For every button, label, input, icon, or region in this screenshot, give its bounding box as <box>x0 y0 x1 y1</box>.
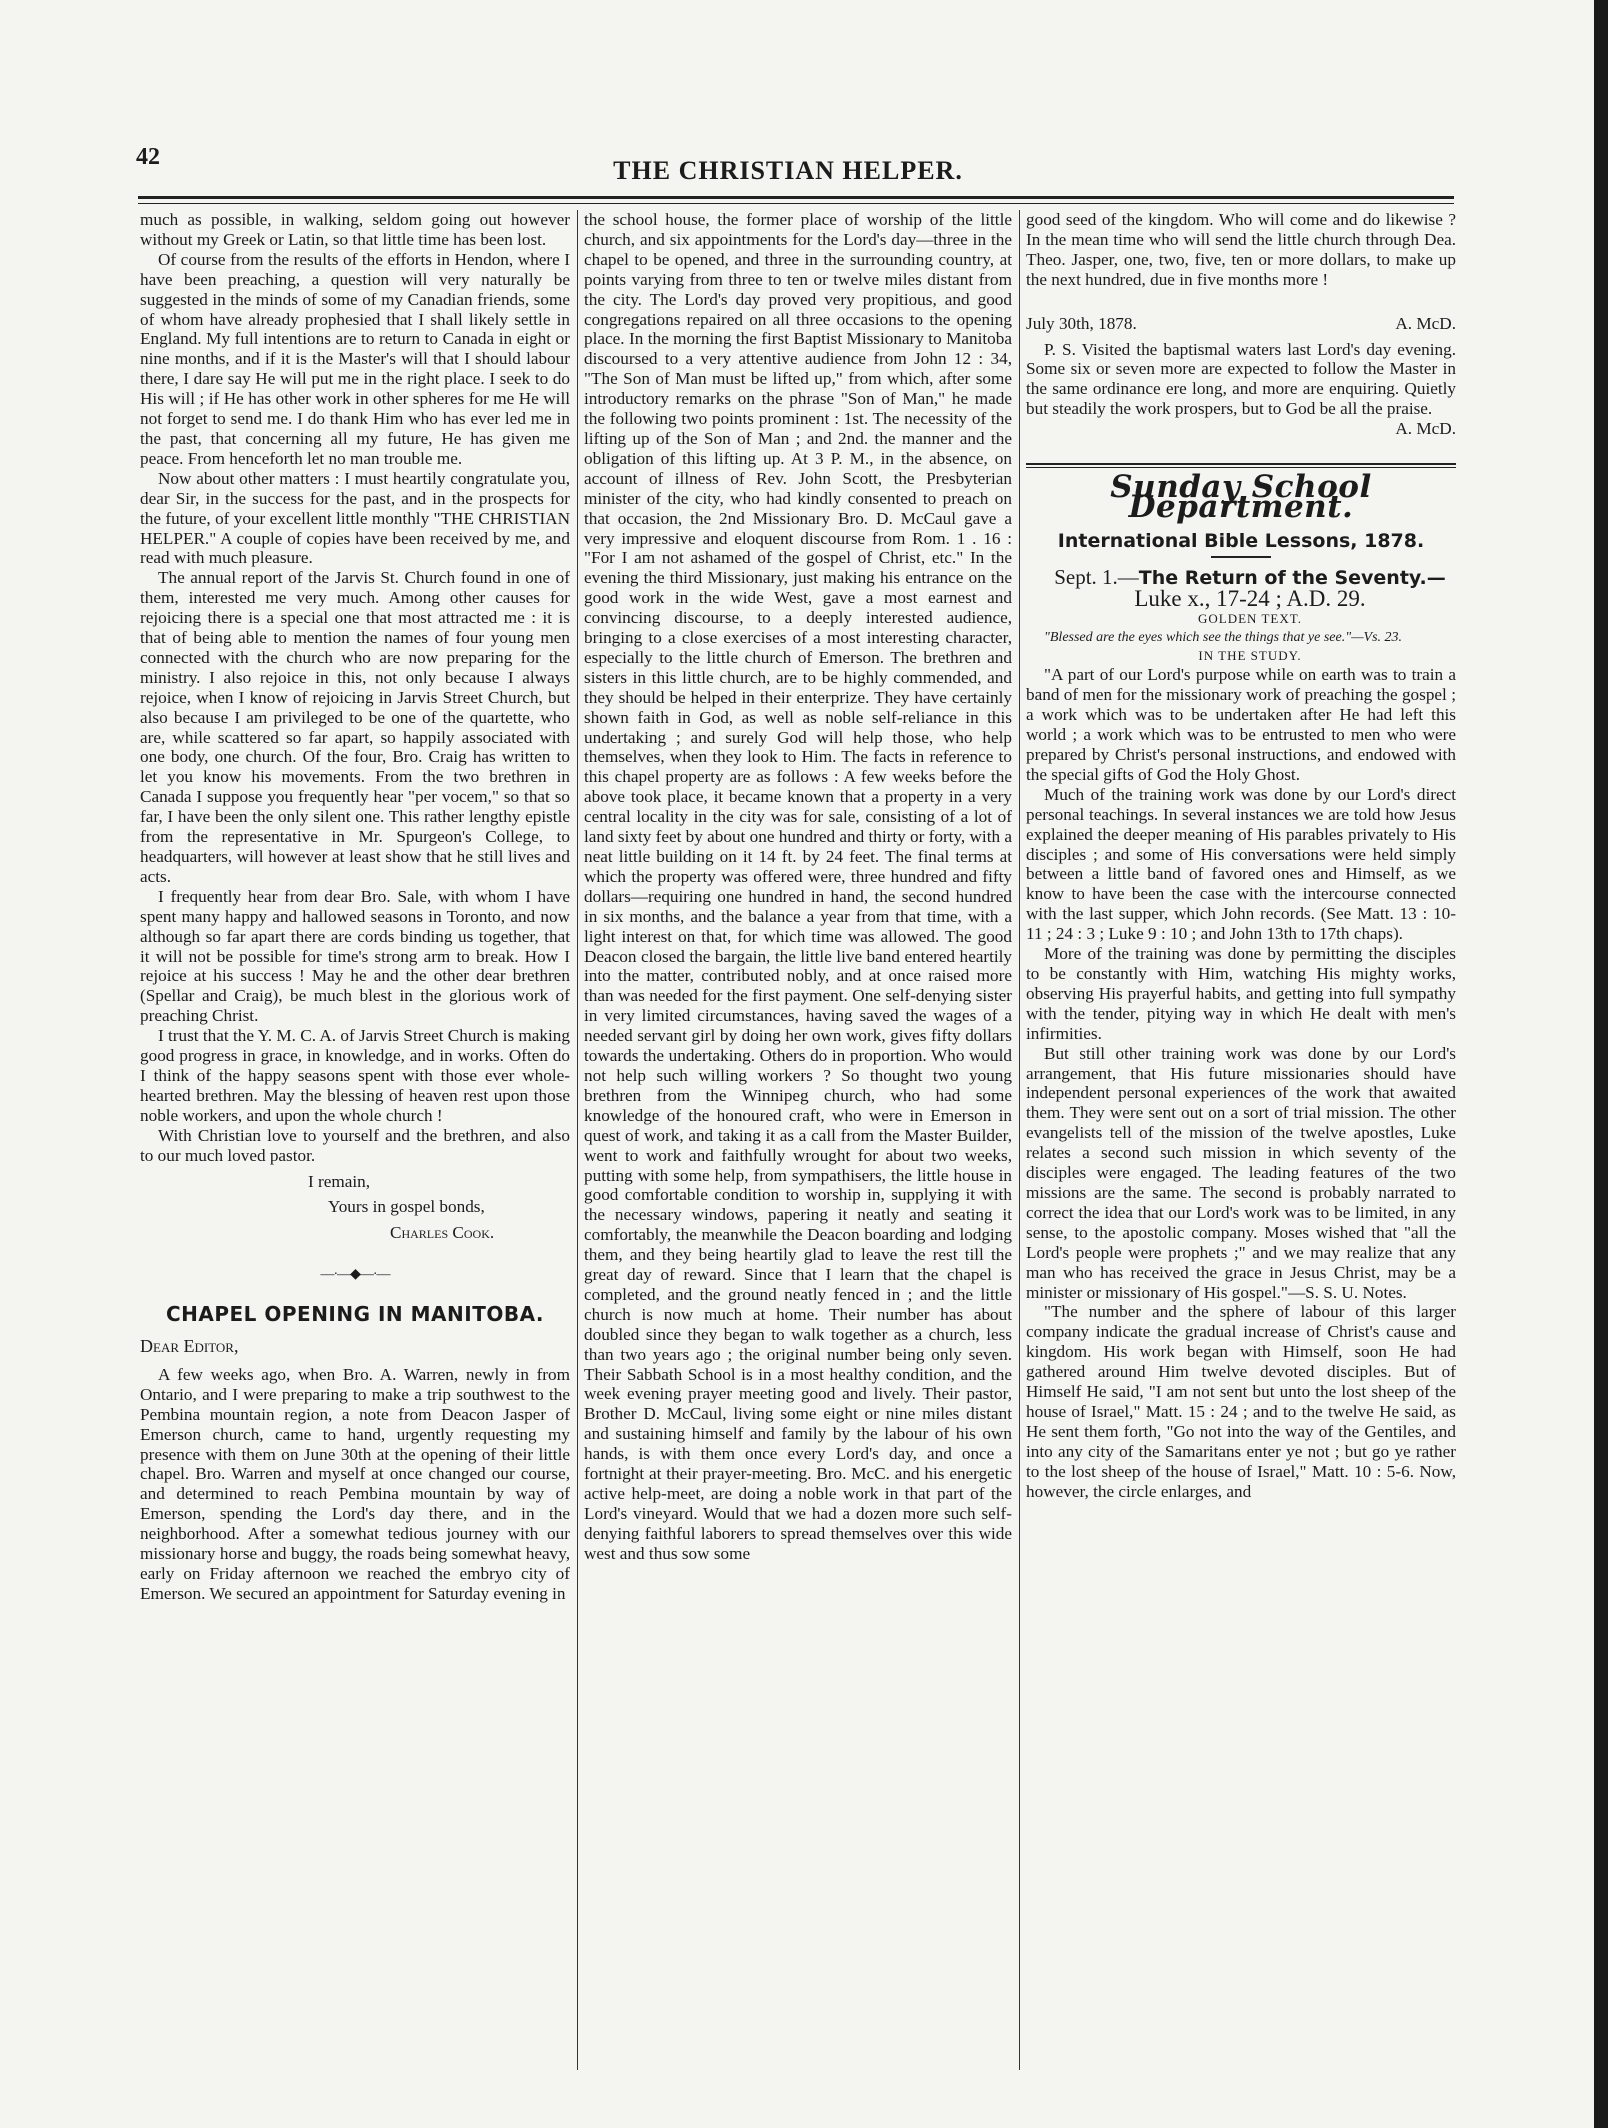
lessons-title: International Bible Lessons, 1878. <box>1057 529 1425 552</box>
paragraph: the school house, the former place of worship of the little church, and six appointments for the Lord's day—three in the chapel to be opened, and three in the surrounding country, at points varying from three to ten or twelve miles distant from the city. The Lord's day proved very propitious, and good congregations repaired on all three occasions to the opening place. In the morning the first Baptist Missionary to Manitoba discoursed to a very attentive audience from John 12 : 34, "The Son of Man must be lifted up," from which, after some introductory remarks on the phrase "Son of Man," he made the following two points prominent : 1st. The necessity of the lifting up of the Son of Man ; and 2nd. the manner and the obligation of this lifting up. At 3 P. M., in the absence, on account of illness of Rev. John Scott, the Presbyterian minister of the city, who had kindly consented to preach on that occasion, the 2nd Missionary Bro. D. McCaul gave a very impressive and eloquent discourse from Rom. 1 . 16 : "For I am not ashamed of the gospel of Christ, etc." In the evening the third Missionary, just making his entrance on the good work in the wide West, gave a most earnest and convincing discourse, to a deeply interested audience, bringing to a close exercises of a most interesting character, especially to the little church of Emerson. The brethren and sisters in this little church, are to be highly commended, and they should be helped in their enterprize. They have certainly shown faith in God, as well as noble self-reliance in this undertaking ; and surely God will help those, who help themselves, when they look to Him. The facts in reference to this chapel property are as follows : A few weeks before the above took place, it became known that a property in a very central locality in the city was for sale, consisting of a lot of land sixty feet by about one hundred and thirty or forty, with a neat little building on it 14 ft. by 24 feet. The final terms at which the property was offered were, three hundred and fifty dollars—requiring one hundred in hand, the second hundred in six months, and the balance a year from that time, with a light interest on that, for which time was allowed. The good Deacon closed the bargain, the little live band entered heartily into the matter, contributed nobly, and at once raised more than was needed for the first payment. One self-denying sister in very limited circumstances, having saved the wages of a needed servant girl by doing her own work, gives fifty dollars towards the undertaking. Others do in proportion. Who would not help such willing workers ? So thought two young brethren from the Winnipeg church, who had some knowledge of the honoured craft, who were in Emerson in quest of work, and taking it as a call from the Master Builder, went to work and faithfully wrought for about two weeks, putting with some help, from sympathisers, the little house in good comfortable condition to worship in, supplying it with the necessary windows, papering it neatly and seating it comfortably, the meanwhile the Deacon boarding and lodging them, and they being heartily glad to leave the rest till the great day of reward. Since that I learn that the chapel is completed, and the ground neatly fenced in ; and the little church is now much at home. Their number has about doubled since they began to walk together as a church, less than two years ago ; the original number being only seven. Their Sabbath School is in a most healthy condition, and the week evening prayer meeting good and lively. Their pastor, Brother D. McCaul, living some eight or nine miles distant and sustaining himself and family by the labour of his own hands, is with them once every Lord's day, and once a fortnight at their prayer-meeting. Bro. McC. and his energetic active help-meet, are doing a noble work in that part of the Lord's vineyard. Would that we had a dozen more such self-denying faithful laborers to spread themselves over this wide west and thus sow some <box>584 210 1012 1563</box>
paragraph: Of course from the results of the efforts in Hendon, where I have been preaching, a question will very naturally be suggested in the minds of some of my Canadian friends, some of whom have already prophesied that I shall likely settle in England. My full intentions are to return to Canada in eight or nine months, and if it is the Master's will that I should labour there, I dare say He will put me in the right place. I seek to do His will ; if He has other work in other spheres for me He will not forget to send me. I do thank Him who has ever led me in the past, that concerning all my future, He has given me peace. From henceforth let no man trouble me. <box>140 249 570 468</box>
salutation: Dear Editor, <box>140 1336 239 1357</box>
running-title: THE CHRISTIAN HELPER. <box>613 156 963 185</box>
paragraph: I frequently hear from dear Bro. Sale, with whom I have spent many happy and hallowed seasons in Toronto, and now although so far apart there are cords binding us together, that it will not be possible for time's strong arm to break. How I rejoice at his success ! May he and the other dear brethren (Spellar and Craig), be much blest in the glorious work of preaching Christ. <box>140 886 570 1026</box>
page-number: 42 <box>136 144 160 170</box>
golden-text: "Blessed are the eyes which see the things that ye see."—Vs. 23. <box>1044 629 1403 645</box>
paragraph: The annual report of the Jarvis St. Church found in one of them, interested me very much. Among other causes for rejoicing there is a special one that most attracted me : it is that of being able to mention the names of four young men connected with the church who are now preparing for the ministry. I also rejoice in this, not only because I always rejoice, when I know of rejoicing in Jarvis Street Church, but also because I am privileged to be one of the quartette, who are, while scattered so far apart, so happily associated with one body, one church. Of the four, Bro. Craig has written to let you know his movements. From the two brethren in Canada I suppose you frequently hear "per vocem," so that so far, I have been the only silent one. This rather lengthy epistle from the representative in Mr. Spurgeon's College, to headquarters, will however at least show that he still lives and acts. <box>140 568 570 886</box>
paragraph: More of the training was done by permitting the disciples to be constantly with Him, watching His mighty works, observing His prayerful habits, and getting into full sympathy with the tender, pitying way in which He dealt with men's infirmities. <box>1026 944 1456 1043</box>
section-rule <box>1026 463 1456 465</box>
header-rule <box>138 196 1454 199</box>
letter-signature: A. McD. <box>1395 313 1456 333</box>
lesson-reference: Luke x., 17-24 ; A.D. 29. <box>1134 585 1366 611</box>
paragraph: But still other training work was done by our Lord's arrangement, that His future missionaries should have independent personal experiences of the work that awaited them. They were sent out on a sort of trial mission. The other evangelists tell of the mission of the twelve apostles, Luke relates a second such mission in which seventy of the disciples were engaged. The leading features of the two missions are the same. The second is probably narrated to correct the idea that our Lord's work was to be limited, in any sense, to the apostolic company. Moses wished that "all the Lord's people were prophets ;" and we may realize that any man who has received the grace in Jesus Christ, may be a minister or missionary of His gospel."—S. S. U. Notes. <box>1026 1043 1456 1302</box>
scan-edge <box>1594 0 1608 2128</box>
paragraph: With Christian love to yourself and the brethren, and also to our much loved pastor. <box>140 1125 570 1165</box>
closing-line: I remain, <box>308 1171 371 1191</box>
column-2 <box>584 210 1012 1564</box>
study-heading: IN THE STUDY. <box>1198 647 1302 663</box>
paragraph: "The number and the sphere of labour of this larger company indicate the gradual increase of Christ's cause and kingdom. His work began with Himself, soon He had gathered around Him twelve devoted disciples. But of Himself He said, "I am not sent but unto the lost sheep of the house of Israel," Matt. 15 : 24 ; and to the twelve He said, as He sent them forth, "Go not into the way of the Gentiles, and into any city of the Samaritans enter ye not ; but go ye rather to the lost sheep of the house of Israel," Matt. 10 : 5-6. Now, however, the circle enlarges, and <box>1026 1302 1456 1501</box>
column-divider <box>1019 210 1020 2070</box>
article-title: CHAPEL OPENING IN MANITOBA. <box>165 1302 545 1327</box>
letter-signature: Charles Cook. <box>390 1223 495 1243</box>
header-rule-thin <box>138 203 1454 204</box>
paragraph: "A part of our Lord's purpose while on earth was to train a band of men for the missionary work of preaching the gospel ; a work which was to be undertaken after He had left this world ; a work which was to be entrusted to men who were prepared by Christ's personal instructions, and endowed with the special gifts of God the Holy Ghost. <box>1026 665 1456 784</box>
column-divider <box>577 210 578 2070</box>
postscript-signature: A. McD. <box>1395 419 1456 439</box>
section-rule-thin <box>1026 467 1456 468</box>
paragraph: good seed of the kingdom. Who will come and do likewise ? In the mean time who will send the little church through Dea. Theo. Jasper, one, two, five, ten or more dollars, to make up the next hundred, due in five months more ! <box>1026 210 1456 289</box>
newspaper-page <box>118 0 1458 2128</box>
closing-line: Yours in gospel bonds, <box>328 1197 485 1217</box>
golden-text-heading: GOLDEN TEXT. <box>1198 610 1302 626</box>
paragraph: A few weeks ago, when Bro. A. Warren, newly in from Ontario, and I were preparing to make a trip southwest to the Pembina mountain region, a note from Deacon Jasper of Emerson church, came to hand, urgently requesting my presence with them on June 30th at the opening of their little chapel. Bro. Warren and myself at once changed our course, and determined to reach Pembina mountain by way of Emerson, spending the Lord's day there, and in the neighborhood. After a somewhat tedious journey with our missionary horse and buggy, the roads being somewhat heavy, early on Friday afternoon we reached the embryo city of Emerson. We secured an appointment for Saturday evening in <box>140 1364 570 1603</box>
ornament-divider: —·—◆—·— <box>320 1267 390 1283</box>
lesson-date: Sept. 1.— <box>1054 564 1139 589</box>
column-3 <box>1026 210 1456 1501</box>
postscript: P. S. Visited the baptismal waters last Lord's day evening. Some six or seven more are expected to follow the Master in the same ordinance ere long, and more are enquiring. Quietly but steadily the work prospers, but to God be all the praise. <box>1026 339 1456 419</box>
date-signature-line <box>1026 314 1456 334</box>
paragraph: I trust that the Y. M. C. A. of Jarvis Street Church is making good progress in grace, in knowledge, and in works. Often do I think of the happy seasons spent with those ever whole-hearted brethren. May the blessing of heaven rest upon those noble workers, and upon the whole church ! <box>140 1026 570 1125</box>
department-title: Sunday School Department. <box>1110 469 1372 525</box>
paragraph: much as possible, in walking, seldom going out however without my Greek or Latin, so that little time has been lost. <box>140 210 570 249</box>
letter-date: July 30th, 1878. <box>1026 313 1137 333</box>
column-1 <box>140 210 570 1604</box>
lesson-title: The Return of the Seventy.— <box>1138 566 1446 589</box>
paragraph: Now about other matters : I must heartily congratulate you, dear Sir, in the success for the past, and in the prospects for the future, of your excellent little monthly "THE CHRISTIAN HELPER." A couple of copies have been received by me, and read with much pleasure. <box>140 468 570 568</box>
short-rule <box>1211 556 1271 558</box>
paragraph: Much of the training work was done by our Lord's direct personal teachings. In several instances we are told how Jesus explained the deeper meaning of His parables privately to His disciples ; and some of His conversations were held simply between a little band of favored ones and Himself, as we know to have been the case with the intercourse connected with the last supper, which John records. (See Matt. 13 : 10-11 ; 24 : 3 ; Luke 9 : 10 ; and John 13th to 17th chaps). <box>1026 784 1456 944</box>
